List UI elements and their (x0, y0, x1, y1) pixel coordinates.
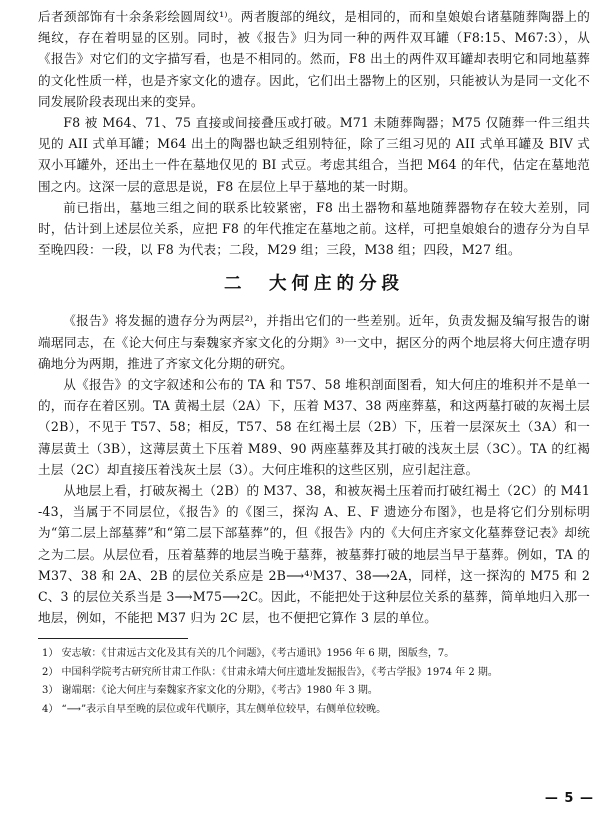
footnote-1: 1） 安志敏：《甘肃远古文化及其有关的几个问题》，《考古通讯》1956 年 6 期，图版叁，7。 (42, 648, 455, 660)
document-page (38, 6, 595, 719)
paragraph-6: 从地层上看，打破灰褐土（2B）的 M37、38，和被灰褐土压着而打破红褐土（2C）的 M41-43，当属于不同层位，《报告》的《图三，探沟 A、E、F 遗迹分布图》，也是将它们分别标明为“第二层上部墓葬”和“第二层下部墓葬”的，但《报告》内的《大何庄齐家文化墓葬登记表》却统之为二层。从层位看，压着墓葬的地层当晚于墓葬，被墓葬打破的地层当早于墓葬。例如，TA 的 M37、38 和 2A、2B 的层位关系应是 2B⟶⁴⁾M37、38⟶2A，同样，这一探沟的 M75 和 2C、3 的层位关系当是 3⟶M75⟶2C。因此，不能把处于这种层位关系的墓葬，简单地归入那一地层，例如，不能把 M37 归为 2C 层，也不便把它算作 3 层的单位。 (38, 483, 595, 626)
page-number: — 5 — (544, 791, 594, 806)
footnote-divider (38, 638, 188, 639)
paragraph-5: 从《报告》的文字叙述和公布的 TA 和 T57、58 堆积剖面图看，知大何庄的堆积并不是单一的，而存在着区别。TA 黄褐土层（2A）下，压着 M37、38 两座葬墓，和这两墓打破的灰褐土层（2B），不见于 T57、58；相反，T57、58 在红褐土层（2B）下，压着一层深灰土（3A）和一薄层黄土（3B），这薄层黄土下压着 M89、90 两座墓葬及其打破的浅灰土层（3C）。TA 的红褐土层（2C）却直接压着浅灰土层（3）。大何庄堆积的这些区别，应引起注意。 (38, 377, 590, 477)
paragraph-3: 前已指出，墓地三组之间的联系比较紧密，F8 出土器物和墓地随葬器物存在较大差别，同时，估计到上述层位关系，应把 F8 的年代推定在墓地之前。这样，可把皇娘娘台的遗存分为自早至晚四段：一段，以 F8 为代表；二段，M29 组；三段，M38 组；四段，M27 组。 (38, 199, 590, 258)
section-heading: 二 大何庄的分段 (224, 274, 404, 295)
paragraph-2: F8 被 M64、71、75 直接或间接叠压或打破。M71 未随葬陶器；M75 仅随葬一件三组共见的 AII 式单耳罐；M64 出土的陶器也缺乏组别特征，除了三组习见的 AII 式单耳罐及 BIV 式双小耳罐外，还出土一件在墓地仅见的 BI 式豆。考虑其组合，当把 M64 的年代，估定在墓地范围之内。这深一层的意思是说，F8 在层位上早于墓地的某一时期。 (38, 115, 590, 194)
footnote-3: 3） 谢端琚：《论大何庄与秦魏家齐家文化的分期》，《考古》1980 年 3 期。 (42, 685, 378, 697)
footnote-2: 2） 中国科学院考古研究所甘肃工作队：《甘肃永靖大何庄遗址发掘报告》，《考古学报》1974 年 2 期。 (42, 666, 498, 678)
footnote-4: 4） “⟶”表示自早至晚的层位或年代顺序，其左侧单位较早，右侧单位较晚。 (42, 703, 387, 715)
paragraph-4: 《报告》将发掘的遗存分为两层²⁾，并指出它们的一些差别。近年，负责发掘及编写报告的谢端琚同志，在《论大何庄与秦魏家齐家文化的分期》³⁾一文中，据区分的两个地层将大何庄遗存明确地分为两期，推进了齐家文化分期的研究。 (38, 313, 590, 371)
paragraph-1: 后者颈部饰有十余条彩绘圆周纹¹⁾。两者腹部的绳纹，是相同的，而和皇娘娘台诸墓随葬陶器上的绳纹，存在着明显的区别。同时，被《报告》归为同一种的两件双耳罐（F8:15、M67:3），从《报告》对它们的文字描写看，也是不相同的。然而，F8 出土的两件双耳罐却表明它和同地墓葬的文化性质一样，也是齐家文化的遗存。因此，它们出土器物上的区别，只能被认为是同一文化不同发展阶段表现出来的变异。 (38, 9, 590, 109)
